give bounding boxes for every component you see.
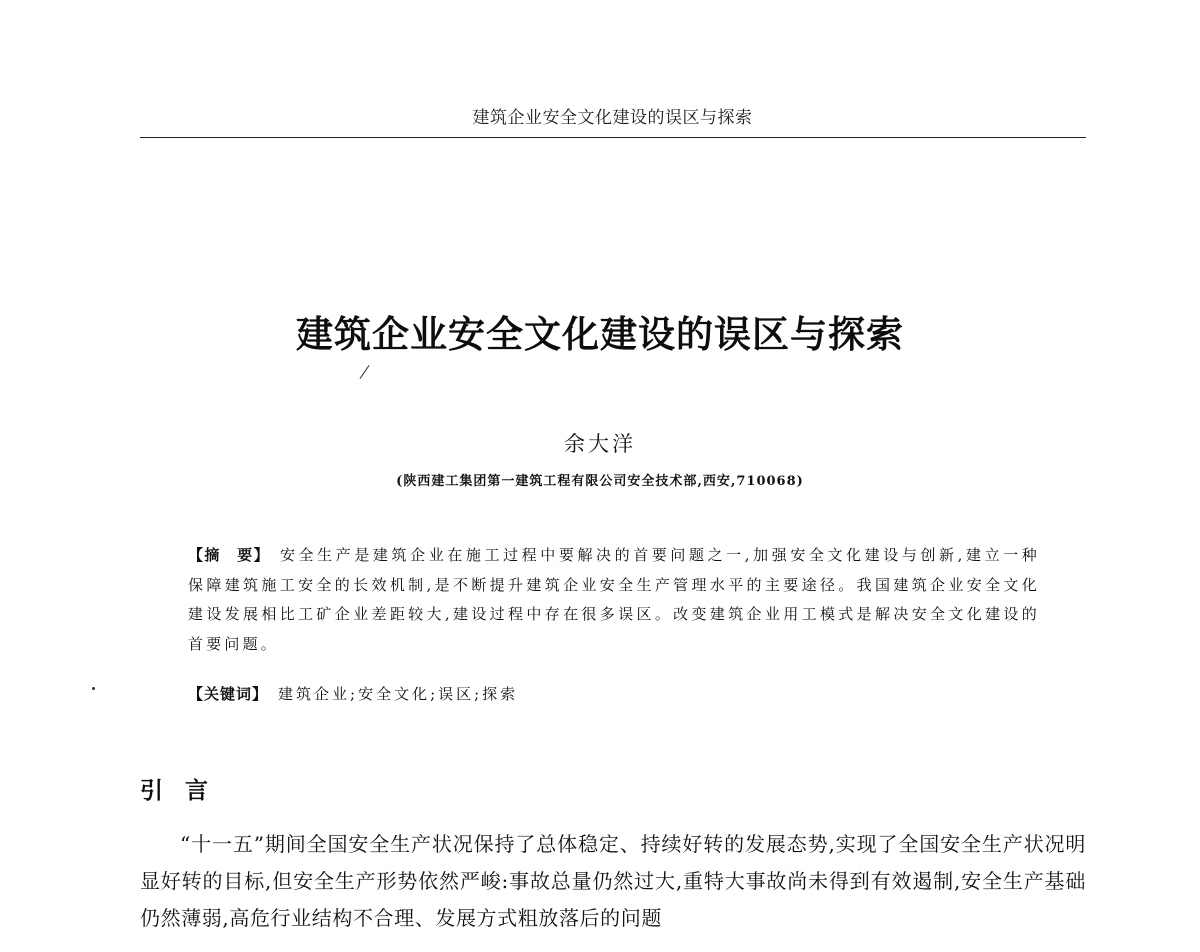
intro-paragraph: “十一五”期间全国安全生产状况保持了总体稳定、持续好转的发展态势,实现了全国安全生产状况明显好转的目标,但安全生产形势依然严峻:事故总量仍然过大,重特大事故尚未得到有效遏制,安全生产基础仍然薄弱,高危行业结构不合理、发展方式粗放落后的问题 (140, 832, 1086, 930)
abstract-text: 安全生产是建筑企业在施工过程中要解决的首要问题之一,加强安全文化建设与创新,建立一种保障建筑施工安全的长效机制,是不断提升建筑企业安全生产管理水平的主要途径。我国建筑企业安全文化建设发展相比工矿企业差距较大,建设过程中存在很多误区。改变建筑企业用工模式是解决安全文化建设的首要问题。 (188, 546, 1040, 653)
author-affiliation: (陕西建工集团第一建筑工程有限公司安全技术部,西安,710068) (396, 474, 804, 489)
abstract-label: 【摘 要】 (188, 546, 270, 564)
header-rule (140, 137, 1086, 138)
keywords-label: 【关键词】 (188, 685, 269, 703)
article-title: 建筑企业安全文化建设的误区与探索 (296, 313, 904, 356)
stray-scan-dot (92, 687, 95, 690)
keywords-text: 建筑企业;安全文化;误区;探索 (278, 685, 519, 703)
section-heading-intro: 引言 (140, 778, 230, 804)
abstract (188, 541, 1040, 659)
running-header: 建筑企业安全文化建设的误区与探索 (472, 108, 753, 128)
keywords (188, 683, 518, 704)
author-name: 余大洋 (564, 432, 636, 456)
stray-scan-mark (360, 365, 370, 379)
